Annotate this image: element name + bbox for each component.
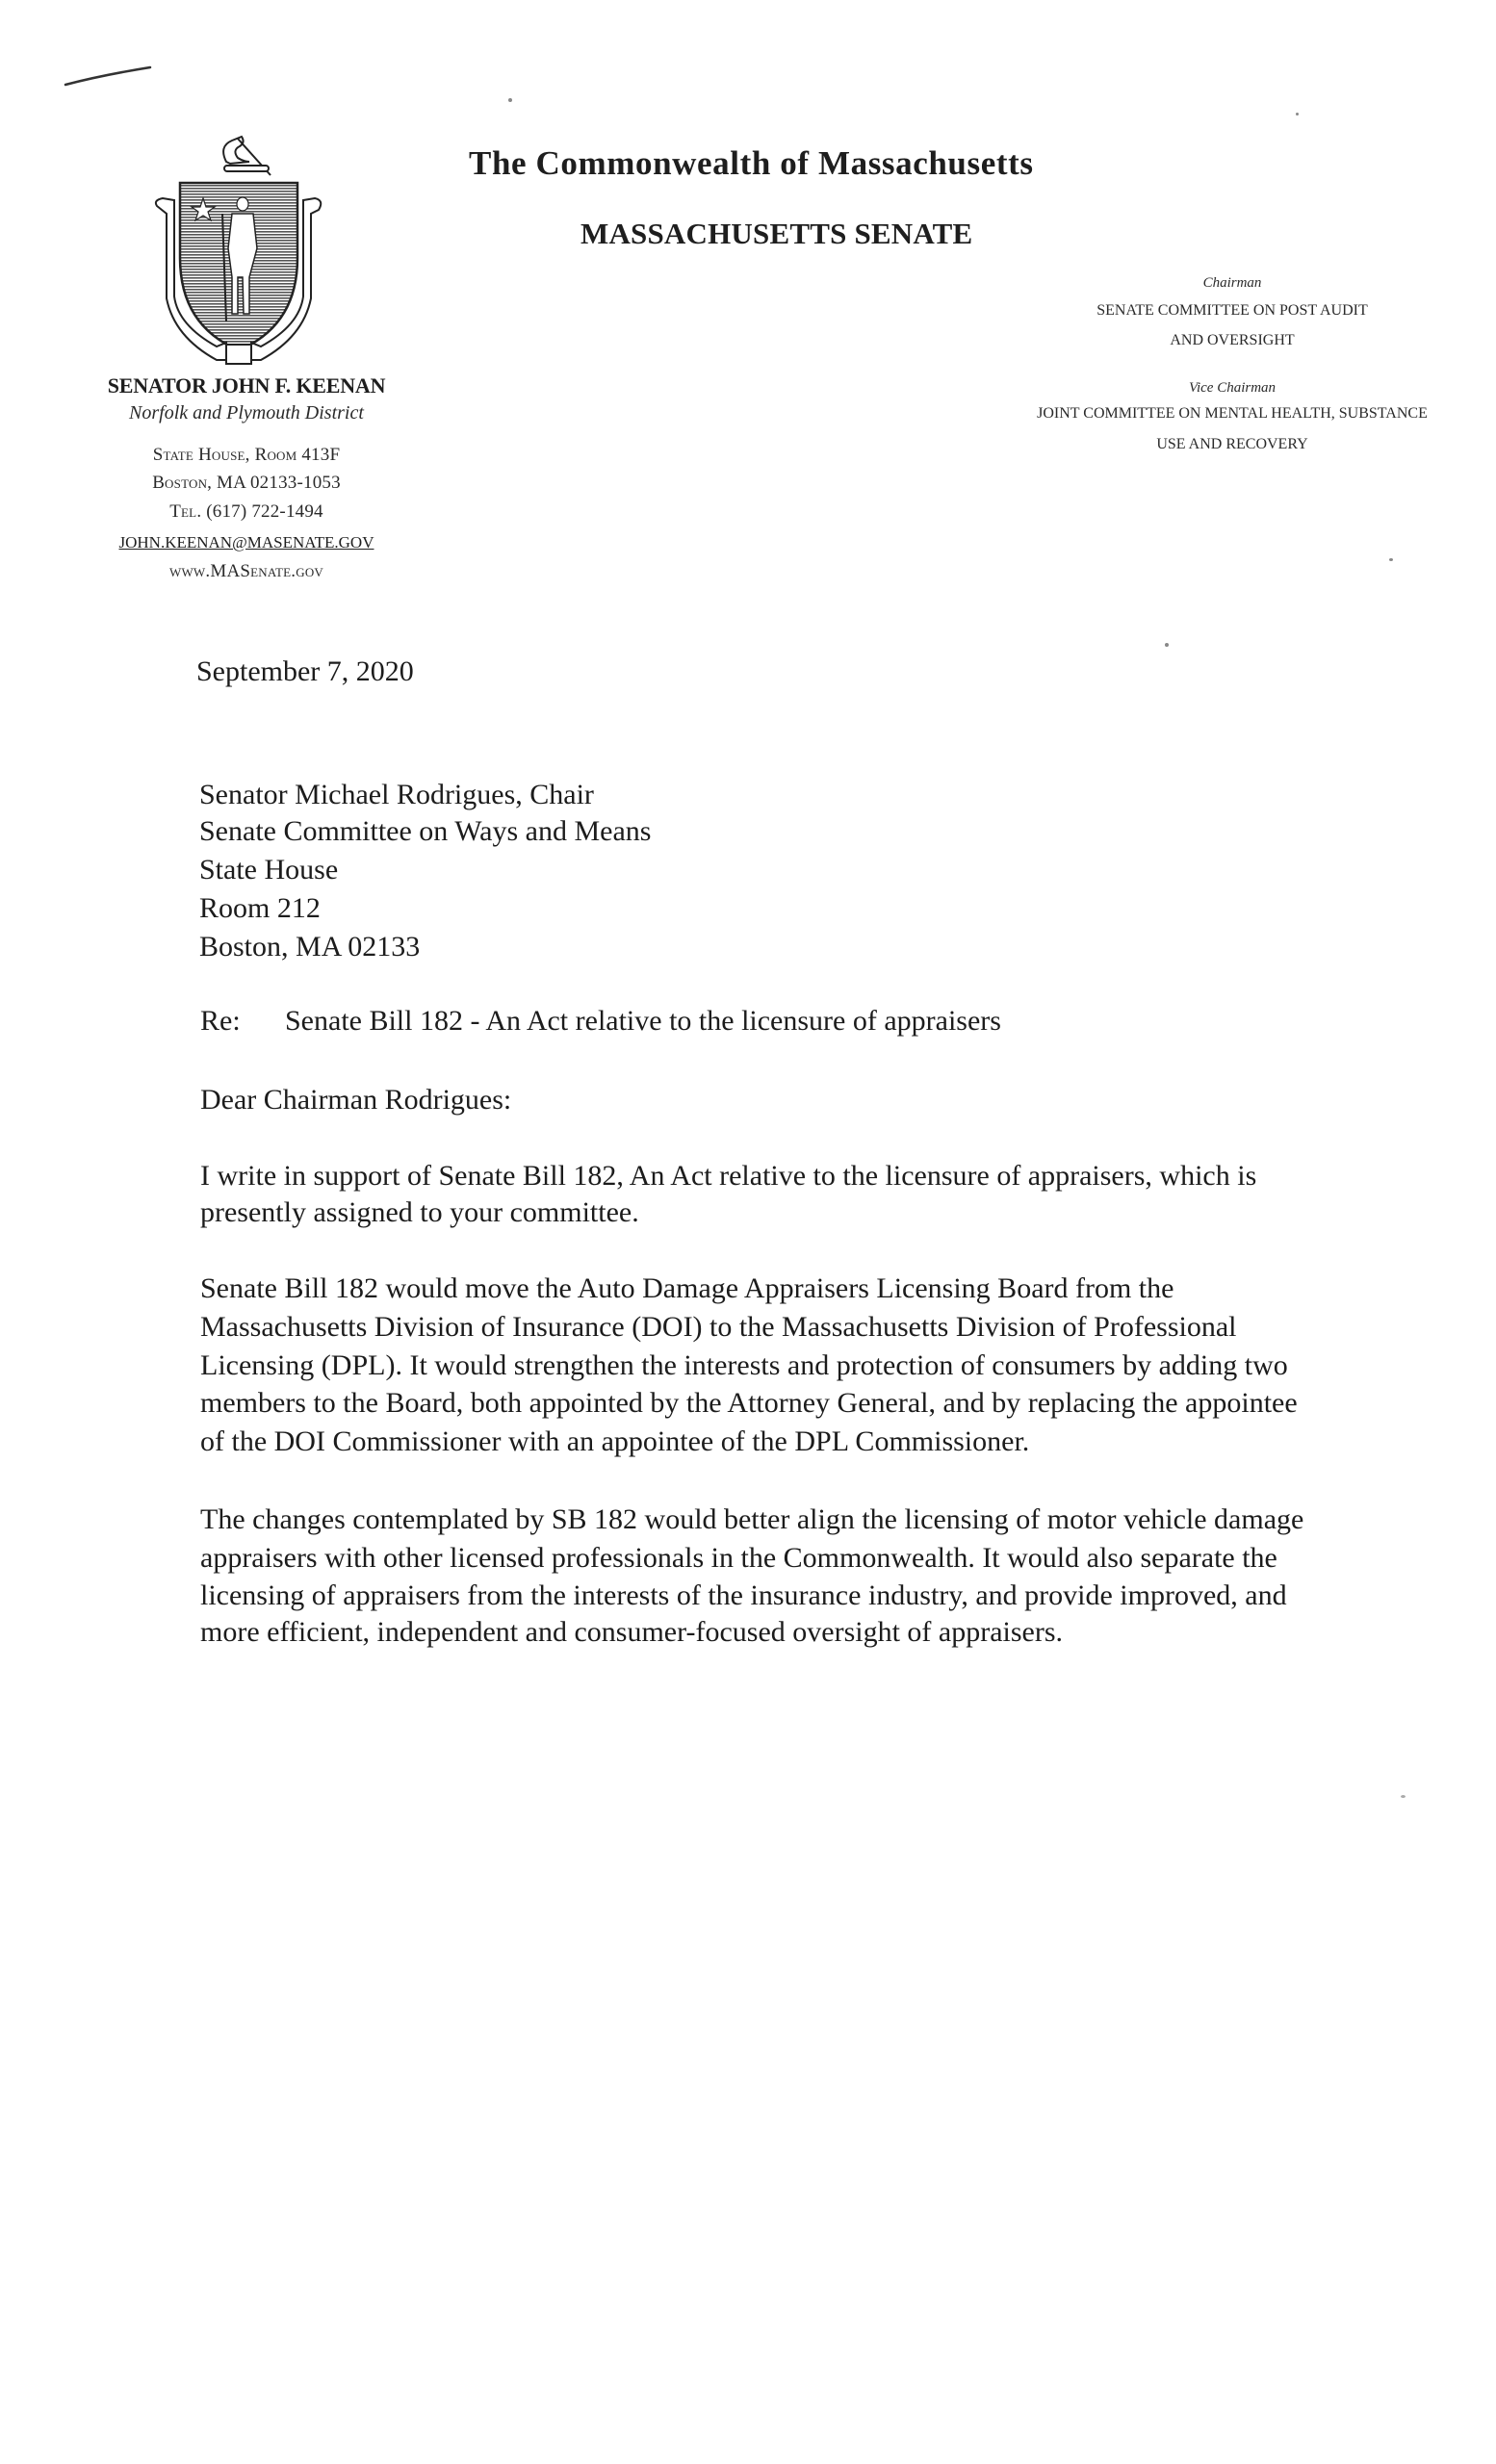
sender-name: SENATOR JOHN F. KEENAN — [107, 373, 386, 398]
paragraph-line: appraisers with other licensed professionals in the Commonwealth. It would also separate the — [200, 1542, 1277, 1574]
sender-address-line1: State House, Room 413F — [152, 445, 341, 465]
scan-speck — [1165, 643, 1169, 647]
role-committee-line2: USE AND RECOVERY — [1156, 436, 1308, 452]
letterhead-title: The Commonwealth of Massachusetts — [469, 144, 1034, 182]
salutation: Dear Chairman Rodrigues: — [200, 1084, 512, 1116]
role-committee-line2: AND OVERSIGHT — [1170, 332, 1295, 348]
role-title-chairman: Chairman — [1202, 275, 1262, 291]
sender-address-line2: Boston, MA 02133-1053 — [152, 473, 341, 493]
paragraph-line: Licensing (DPL). It would strengthen the interests and protection of consumers by adding two — [200, 1349, 1288, 1381]
role-title-vice-chairman: Vice Chairman — [1188, 380, 1277, 396]
scan-speck — [1401, 1795, 1406, 1798]
recipient-line: Senate Committee on Ways and Means — [199, 815, 652, 847]
paragraph-line: members to the Board, both appointed by the Attorney General, and by replacing the appointee — [200, 1387, 1298, 1419]
paragraph-line: presently assigned to your committee. — [200, 1196, 639, 1228]
sender-phone: Tel. (617) 722-1494 — [169, 501, 323, 522]
recipient-line: Senator Michael Rodrigues, Chair — [199, 779, 594, 810]
paragraph-line: The changes contemplated by SB 182 would better align the licensing of motor vehicle damage — [200, 1503, 1304, 1535]
role-committee-line1: SENATE COMMITTEE ON POST AUDIT — [1096, 302, 1368, 319]
paragraph-line: of the DOI Commissioner with an appointee of the DPL Commissioner. — [200, 1425, 1030, 1457]
recipient-line: Boston, MA 02133 — [199, 931, 421, 962]
sender-website-link[interactable]: www.MASenate.gov — [168, 561, 323, 581]
re-subject: Senate Bill 182 - An Act relative to the licensure of appraisers — [285, 1005, 1001, 1037]
massachusetts-state-seal-icon — [149, 133, 326, 366]
letterhead-subtitle: MASSACHUSETTS SENATE — [580, 217, 973, 250]
paragraph-line: I write in support of Senate Bill 182, An Act relative to the licensure of appraisers, which is — [200, 1160, 1257, 1192]
paragraph-line: more efficient, independent and consumer-focused oversight of appraisers. — [200, 1616, 1064, 1648]
re-label: Re: — [200, 1005, 241, 1037]
sender-district: Norfolk and Plymouth District — [129, 402, 364, 424]
scan-speck — [1389, 558, 1393, 561]
letter-date: September 7, 2020 — [196, 655, 414, 687]
paragraph-line: Massachusetts Division of Insurance (DOI) to the Massachusetts Division of Professional — [200, 1311, 1237, 1343]
pen-mark — [64, 65, 152, 87]
recipient-line: State House — [199, 854, 339, 886]
role-committee-line1: JOINT COMMITTEE ON MENTAL HEALTH, SUBSTANCE — [1037, 405, 1428, 422]
sender-email-link[interactable]: JOHN.KEENAN@MASENATE.GOV — [118, 533, 374, 552]
scan-speck — [508, 98, 512, 102]
scan-speck — [1296, 113, 1299, 116]
paragraph-line: licensing of appraisers from the interests of the insurance industry, and provide improved, and — [200, 1579, 1287, 1611]
paragraph-line: Senate Bill 182 would move the Auto Damage Appraisers Licensing Board from the — [200, 1272, 1174, 1304]
recipient-line: Room 212 — [199, 892, 321, 924]
